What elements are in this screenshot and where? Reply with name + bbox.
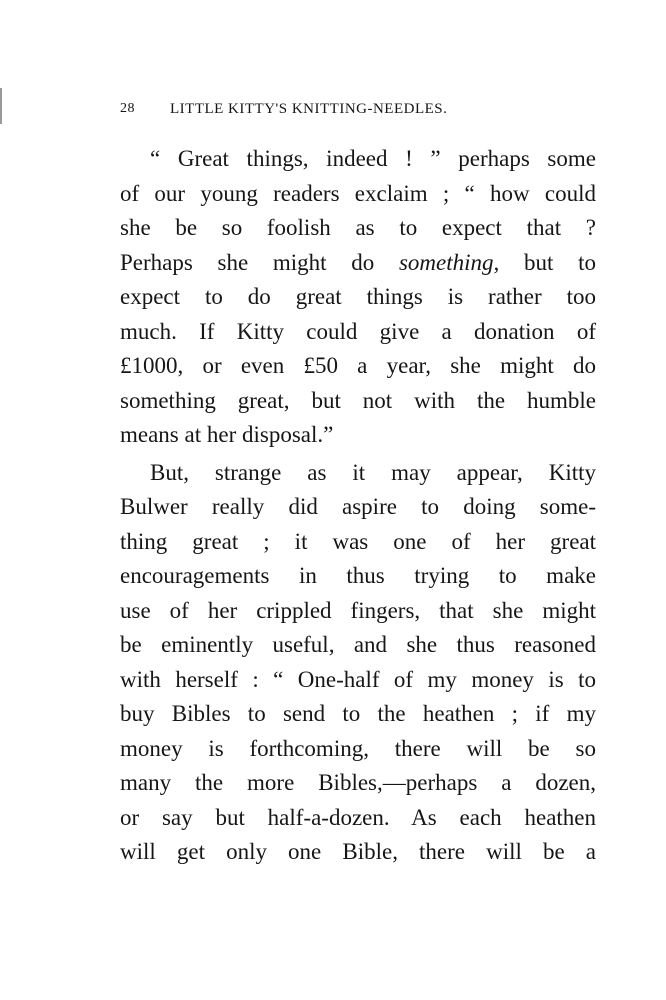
text-line: with herself : “ One-half of my money is to bbox=[120, 666, 596, 692]
text-line: encouragements in thus trying to make bbox=[120, 563, 596, 588]
text-line: or say but half-a-dozen. As each heathen bbox=[120, 804, 596, 830]
text-fragment: Perhaps she might do bbox=[120, 249, 399, 275]
text-line: money is forthcoming, there will be so bbox=[120, 735, 596, 761]
text-line: thing great ; it was one of her great bbox=[120, 528, 596, 554]
running-head bbox=[120, 99, 596, 119]
paragraph bbox=[120, 142, 596, 453]
text-line: expect to do great things is rather too bbox=[120, 284, 596, 309]
text-line bbox=[120, 246, 596, 281]
text-line: something great, but not with the humble bbox=[120, 387, 596, 413]
text-line: £1000, or even £50 a year, she might do bbox=[120, 353, 596, 378]
book-title: LITTLE KITTY'S KNITTING-NEEDLES. bbox=[170, 101, 448, 117]
text-line: buy Bibles to send to the heathen ; if my bbox=[120, 701, 596, 726]
text-fragment: but to bbox=[499, 249, 596, 275]
text-line: much. If Kitty could give a donation of bbox=[120, 318, 596, 344]
text-line: many the more Bibles,—perhaps a dozen, bbox=[120, 770, 596, 795]
text-line: Bulwer really did aspire to doing some- bbox=[120, 494, 596, 519]
text-line: use of her crippled fingers, that she might bbox=[120, 597, 596, 623]
text-line: will get only one Bible, there will be a bbox=[120, 839, 596, 864]
text-line: But, strange as it may appear, Kitty bbox=[150, 459, 596, 485]
text-line: “ Great things, indeed ! ” perhaps some bbox=[150, 146, 596, 171]
text-line: means at her disposal.” bbox=[120, 422, 334, 447]
margin-mark bbox=[0, 88, 2, 124]
text-line: she be so foolish as to expect that ? bbox=[120, 215, 596, 240]
text-line: be eminently useful, and she thus reasoned bbox=[120, 632, 596, 657]
page-number: 28 bbox=[120, 101, 135, 116]
body-text bbox=[120, 142, 596, 870]
text-line: of our young readers exclaim ; “ how could bbox=[120, 180, 596, 206]
emphasized-text: something, bbox=[398, 249, 500, 275]
paragraph bbox=[120, 456, 596, 870]
